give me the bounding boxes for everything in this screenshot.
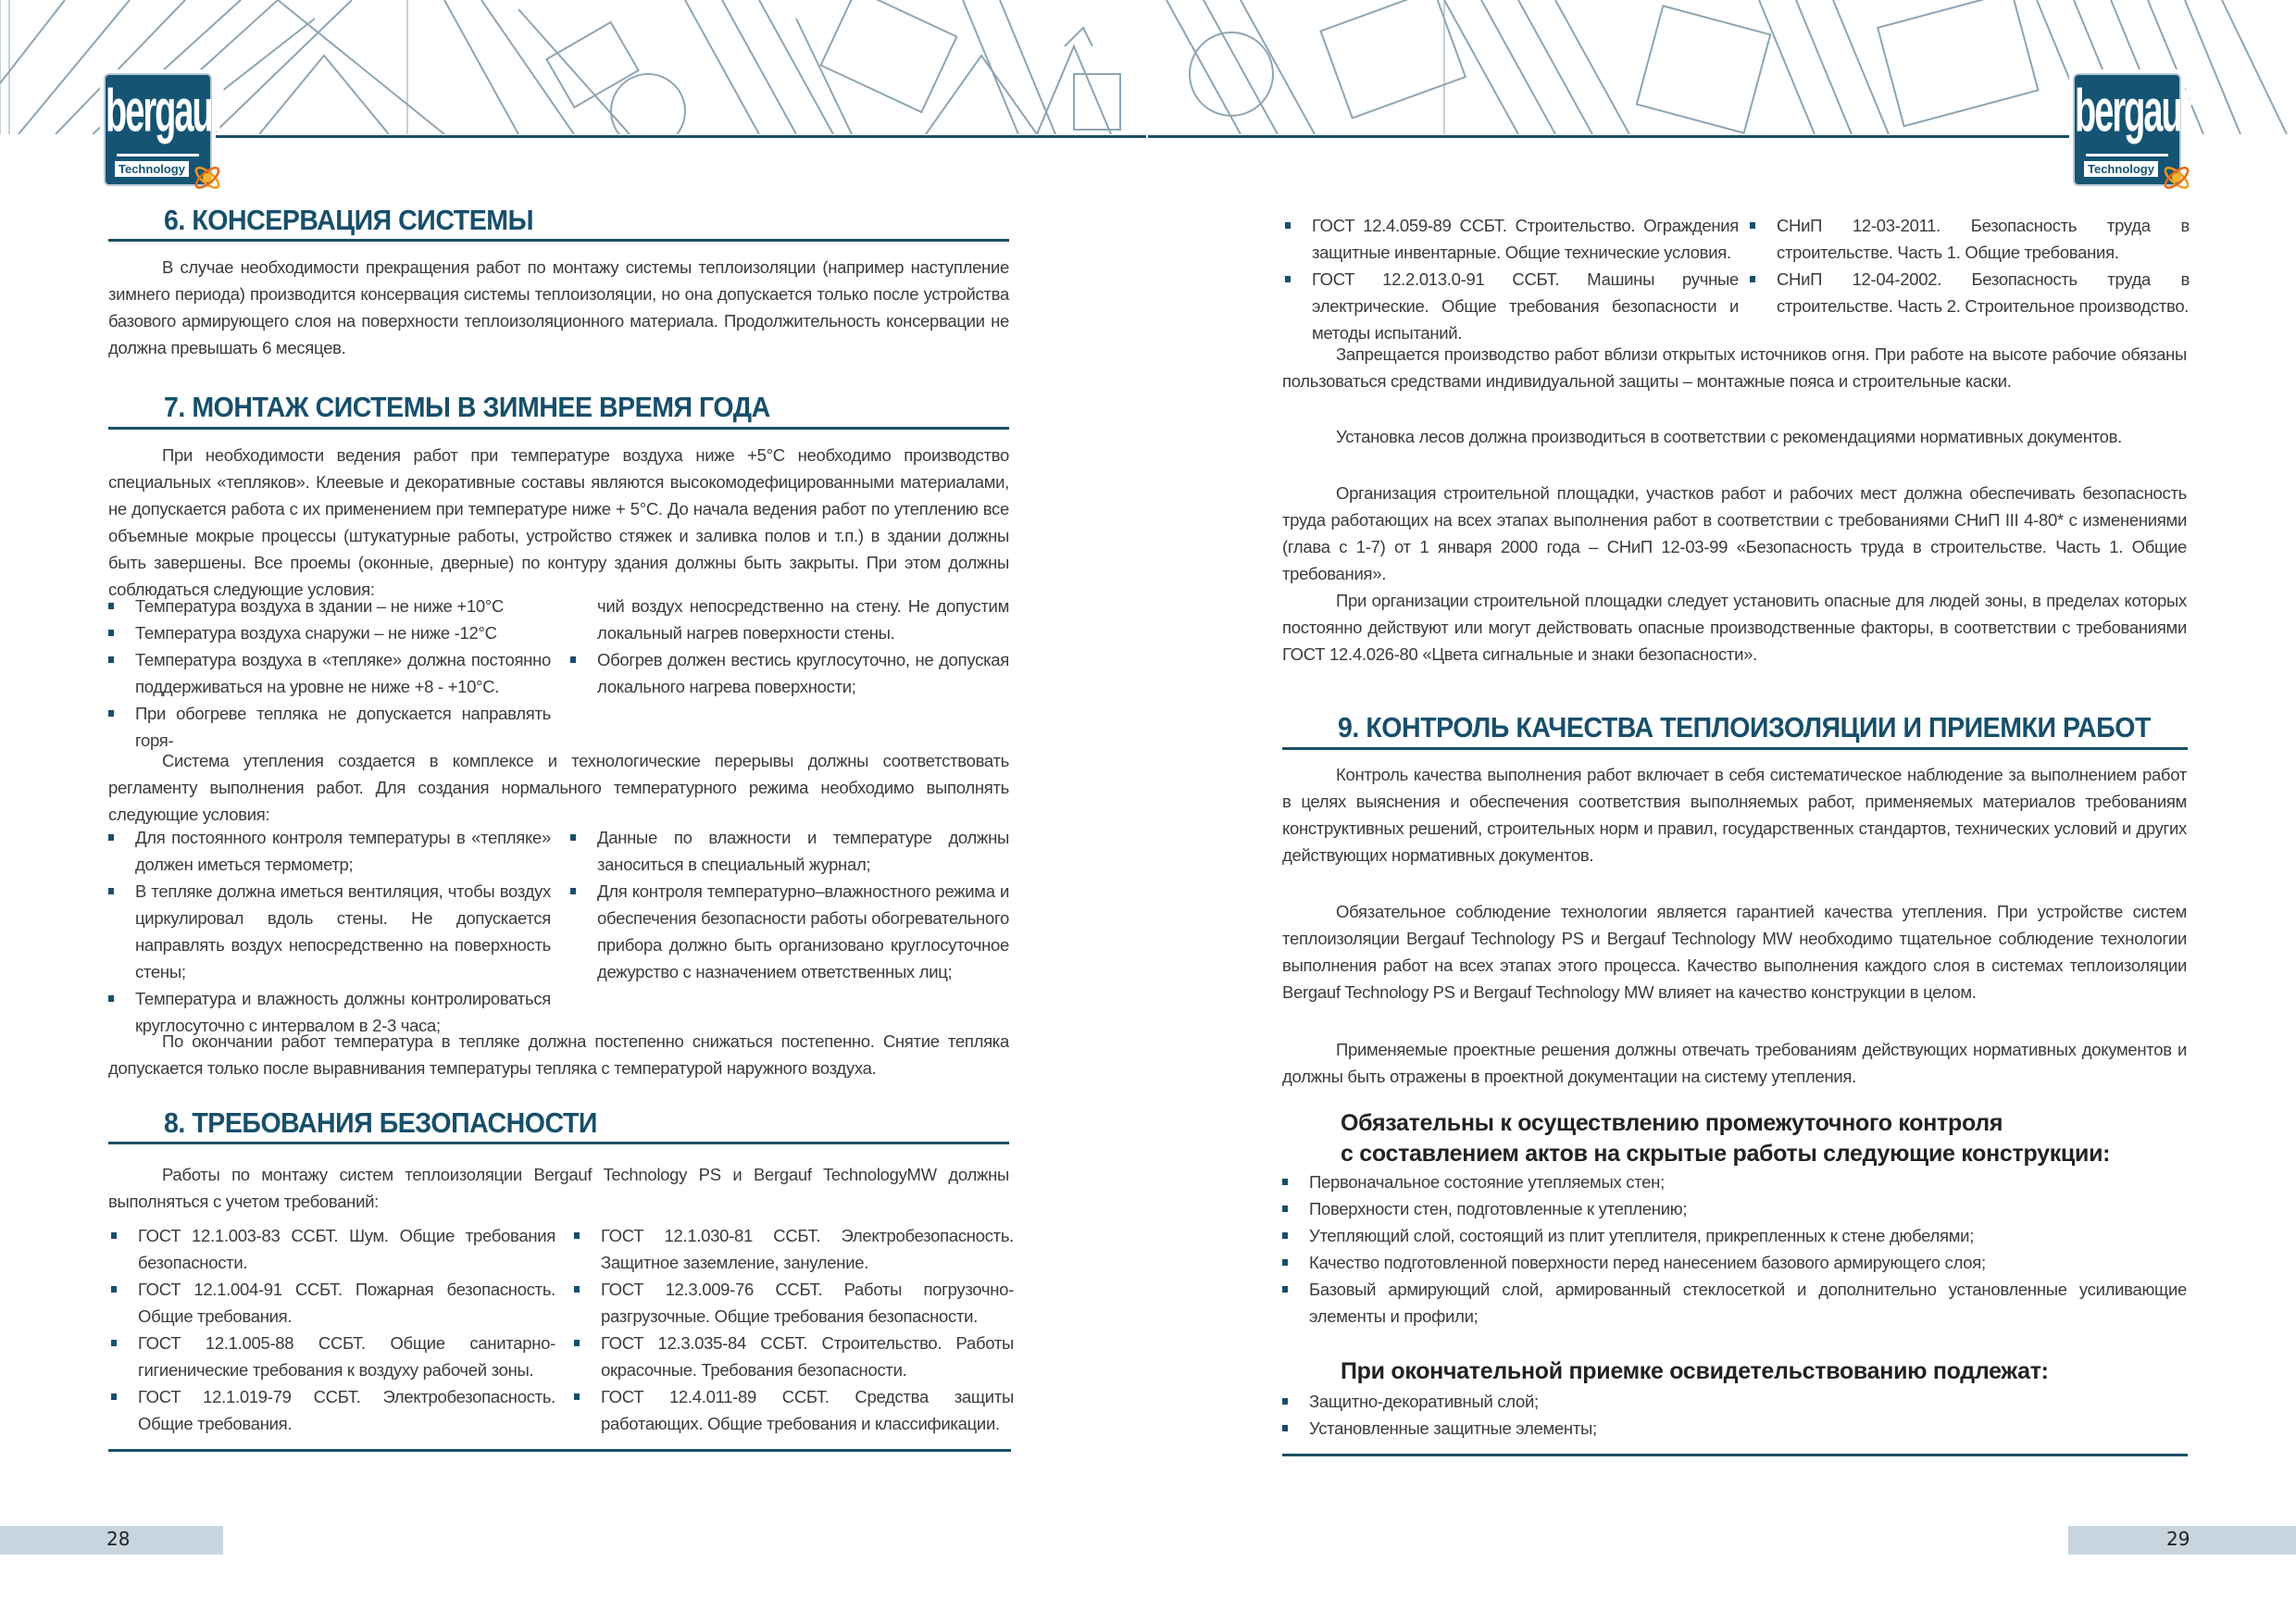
section-8-title: 8. ТРЕБОВАНИЯ БЕЗОПАСНОСТИ — [164, 1106, 597, 1139]
subheading-line: с составлением актов на скрытые работы следующие конструкции: — [1341, 1141, 2111, 1167]
section-9-paragraph-1 — [1282, 761, 2187, 868]
list-item: Поверхности стен, подготовленные к утеплению; — [1282, 1195, 2187, 1222]
section-8-rule — [108, 1142, 1009, 1144]
paragraph-text: В случае необходимости прекращения работ по монтажу системы теплоизоляции (например наступление зимнего периода) производится консервация системы теплоизоляции, но она допускается только после устройства базового армирующего слоя на поверхности теплоизоляционного материала. Продолжительность консервации не должна превышать 6 месяцев. — [108, 257, 1009, 357]
list-item: Для постоянного контроля температуры в «тепляке» должен иметься термометр; — [108, 824, 551, 878]
list-item: Температура и влажность должны контролироваться круглосуточно с интервалом в 2-3 часа; — [108, 985, 551, 1039]
paragraph-text: Система утепления создается в комплексе и технологические перерывы должны соответствовать регламенту выполнения работ. Для создания нормального температурного режима необходимо выполнять следующие условия: — [108, 751, 1009, 824]
logo-technology: Technology — [2084, 161, 2158, 177]
section-9-paragraph-2 — [1282, 898, 2187, 1006]
list-item: При обогреве тепляка не допускается направлять горя- — [108, 700, 551, 754]
final-acceptance-list — [1282, 1388, 2187, 1442]
list-item: Для контроля температурно–влажностного режима и обеспечения безопасности работы обогревательного прибора должно быть организовано круглосуточное дежурство с назначением ответственных лиц; — [570, 878, 1009, 985]
section-6-paragraph — [108, 254, 1009, 361]
logo-technology: Technology — [115, 161, 189, 177]
list-item: СНиП 12-03-2011. Безопасность труда в строительстве. Часть 1. Общие требования. — [1750, 212, 2190, 266]
standards-list-col1 — [111, 1222, 555, 1437]
conditions-list-continuation: чий воздух непосредственно на стену. Не допустим локальный нагрев поверхности стены. — [597, 596, 1009, 643]
list-item: ГОСТ 12.3.035-84 ССБТ. Строительство. Работы окрасочные. Требования безопасности. — [574, 1330, 1014, 1383]
list-item: Защитно-декоративный слой; — [1282, 1388, 2187, 1415]
paragraph-text: По окончании работ температура в тепляке должна постепенно снижаться постепенно. Снятие тепляка допускается только после выравнивания температуры тепляка с температурой наружного воздуха. — [108, 1031, 1009, 1078]
list-item: Базовый армирующий слой, армированный стеклосеткой и дополнительно установленные усиливающие элементы и профили; — [1282, 1276, 2187, 1330]
safety-paragraph-4 — [1282, 587, 2187, 668]
section-9-rule — [1282, 747, 2188, 750]
section-8-paragraph — [108, 1161, 1009, 1215]
list-item: ГОСТ 12.4.059-89 ССБТ. Строительство. Ограждения защитные инвентарные. Общие технические условия. — [1285, 212, 1739, 266]
paragraph-text: Запрещается производство работ вблизи открытых источников огня. При работе на высоте рабочие обязаны пользоваться средствами индивидуальной защиты – монтажные пояса и строительные каски. — [1282, 344, 2187, 391]
list-item: ГОСТ 12.2.013.0-91 ССБТ. Машины ручные электрические. Общие требования безопасности и методы испытаний. — [1285, 266, 1739, 346]
list-item: ГОСТ 12.1.005-88 ССБТ. Общие санитарно-гигиенические требования к воздуху рабочей зоны. — [111, 1330, 555, 1383]
list-item: Температура воздуха в «тепляке» должна постоянно поддерживаться на уровне не ниже +8 - +10°С. — [108, 646, 551, 700]
list-item: ГОСТ 12.1.030-81 ССБТ. Электробезопасность. Защитное заземление, зануление. — [574, 1222, 1014, 1276]
interim-control-heading — [1341, 1108, 2110, 1169]
page-number-left: 28 — [106, 1528, 131, 1550]
standards-list-col3 — [1285, 212, 1739, 346]
standards-list-col4 — [1750, 212, 2190, 319]
safety-paragraph-2 — [1282, 423, 2187, 450]
list-item: Данные по влажности и температуре должны заноситься в специальный журнал; — [570, 824, 1009, 878]
paragraph-text: Контроль качества выполнения работ включает в себя систематическое наблюдение за выполнением работ в целях выяснения и обеспечения соответствия выполняемых работ, применяемых материалов требованиям конструктивных решений, строительных норм и правил, государственных стандартов, технических условий и других действующих нормативных документов. — [1282, 765, 2187, 865]
subheading-line: Обязательны к осуществлению промежуточного контроля — [1341, 1110, 2003, 1136]
section-8-bottom-rule — [108, 1449, 1011, 1452]
conditions-list-col1 — [108, 593, 551, 754]
section-7-paragraph-2 — [108, 747, 1009, 828]
list-item: Температура воздуха снаружи – не ниже -12°С — [108, 619, 551, 646]
safety-paragraph-3 — [1282, 480, 2187, 587]
logo-wordmark: bergauf — [106, 79, 222, 145]
section-7-paragraph-3 — [108, 1028, 1009, 1081]
list-item: Температура воздуха в здании – не ниже +10°С — [108, 593, 551, 619]
final-acceptance-heading: При окончательной приемке освидетельствованию подлежат: — [1341, 1358, 2049, 1384]
list-item: Обогрев должен вестись круглосуточно, не допуская локального нагрева поверхности; — [570, 646, 1009, 700]
paragraph-text: Организация строительной площадки, участков работ и рабочих мест должна обеспечивать безопасность труда работающих на всех этапах выполнения работ в соответствии с требованиями СНиП III 4-80* с изменениями (глава с 1-7) от 1 января 2000 года – СНиП 12-03-99 «Безопасность труда в строительстве. Часть 1. Общие требования». — [1282, 483, 2187, 583]
paragraph-text: Работы по монтажу систем теплоизоляции Bergauf Technology PS и Bergauf TechnologyMW должны выполняться с учетом требований: — [108, 1165, 1009, 1211]
safety-paragraph-1 — [1282, 341, 2187, 394]
page-right — [1148, 0, 2296, 1624]
standards-list-col2 — [574, 1222, 1014, 1437]
section-9-bottom-rule — [1282, 1454, 2188, 1456]
page-number-right: 29 — [2166, 1528, 2190, 1550]
hidden-works-list — [1282, 1168, 2187, 1330]
section-7-rule — [108, 427, 1009, 430]
list-item: ГОСТ 12.1.004-91 ССБТ. Пожарная безопасность. Общие требования. — [111, 1276, 555, 1330]
paragraph-text: При организации строительной площадки следует установить опасные для людей зоны, в пределах которых постоянно действуют или могут действовать опасные производственные факторы, в соответствии с требованиями ГОСТ 12.4.026-80 «Цвета сигнальные и знаки безопасности». — [1282, 591, 2187, 664]
list-item: СНиП 12-04-2002. Безопасность труда в строительстве. Часть 2. Строительное производство. — [1750, 266, 2190, 319]
section-9-paragraph-3 — [1282, 1036, 2187, 1090]
paragraph-text: При необходимости ведения работ при температуре воздуха ниже +5°С необходимо производство специальных «тепляков». Клеевые и декоративные составы являются высокомодефицированными материалами, не допускается работа с их применением при температуре ниже + 5°С. До начала ведения работ по утеплению все объемные мокрые процессы (штукатурные работы, устройство стяжек и заливка полов и т.п.) в здании должны быть завершены. Все проемы (оконные, дверные) по контуру здания должны быть закрыты. При этом должны соблюдаться следующие условия: — [108, 445, 1009, 599]
section-9-title: 9. КОНТРОЛЬ КАЧЕСТВА ТЕПЛОИЗОЛЯЦИИ И ПРИЕМКИ РАБОТ — [1338, 711, 2151, 743]
temperature-list-col1 — [108, 824, 551, 1039]
section-7-title: 7. МОНТАЖ СИСТЕМЫ В ЗИМНЕЕ ВРЕМЯ ГОДА — [164, 391, 770, 423]
paragraph-text: Установка лесов должна производиться в соответствии с рекомендациями нормативных документов. — [1336, 427, 2122, 446]
list-item: Качество подготовленной поверхности перед нанесением базового армирующего слоя; — [1282, 1249, 2187, 1276]
conditions-list-col2 — [570, 646, 1009, 700]
section-7-paragraph-1 — [108, 442, 1009, 603]
temperature-list-col2 — [570, 824, 1009, 985]
list-item: Первоначальное состояние утепляемых стен; — [1282, 1168, 2187, 1195]
section-6-title: 6. КОНСЕРВАЦИЯ СИСТЕМЫ — [164, 204, 534, 236]
list-item: Утепляющий слой, состоящий из плит утеплителя, прикрепленных к стене дюбелями; — [1282, 1222, 2187, 1249]
paragraph-text: Применяемые проектные решения должны отвечать требованиям действующих нормативных документов и должны быть отражены в проектной документации на систему утепления. — [1282, 1040, 2187, 1086]
list-item: Установленные защитные элементы; — [1282, 1415, 2187, 1442]
section-6-rule — [108, 239, 1009, 242]
list-item: ГОСТ 12.1.019-79 ССБТ. Электробезопасность. Общие требования. — [111, 1383, 555, 1437]
logo-wordmark: bergauf — [2075, 79, 2191, 145]
list-item: ГОСТ 12.3.009-76 ССБТ. Работы погрузочно-разгрузочные. Общие требования безопасности. — [574, 1276, 1014, 1330]
list-item: ГОСТ 12.4.011-89 ССБТ. Средства защиты работающих. Общие требования и классификации. — [574, 1383, 1014, 1437]
list-item: В тепляке должна иметься вентиляция, чтобы воздух циркулировал вдоль стены. Не допускается направлять воздух непосредственно на поверхность стены; — [108, 878, 551, 985]
paragraph-text: Обязательное соблюдение технологии является гарантией качества утепления. При устройстве систем теплоизоляции Bergauf Technology PS и Bergauf Technology MW необходимо тщательное соблюдение технологии выполнения работ на всех этапах этого процесса. Качество выполнения каждого слоя в системах теплоизоляции Bergauf Technology PS и Bergauf Technology MW влияет на качество конструкции в целом. — [1282, 902, 2187, 1002]
list-item: ГОСТ 12.1.003-83 ССБТ. Шум. Общие требования безопасности. — [111, 1222, 555, 1276]
